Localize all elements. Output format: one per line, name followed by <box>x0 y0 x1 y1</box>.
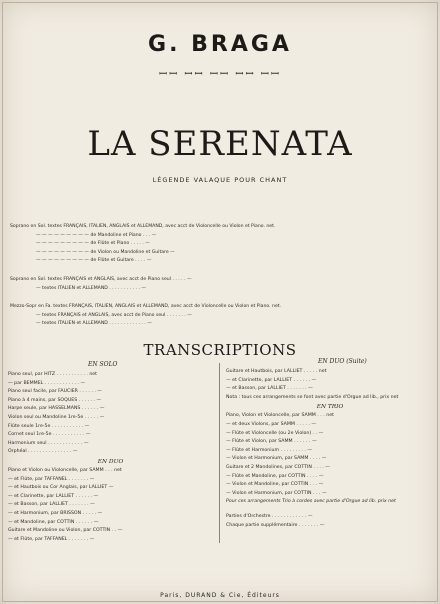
transcription-item: Flûte seule 1re-5e . . . . . . . . . . . — <box>8 423 90 429</box>
transcription-item: Piano seul, par HITZ . . . . . . . . . . . net <box>8 372 98 377</box>
transcription-item: Violon seul ou Mandoline 1re-5e . . . . . — <box>8 414 105 420</box>
transcription-item: Piano, Violon et Violoncelle, par SAMM . . . net <box>226 413 334 419</box>
work-title: LA SERENATA <box>87 124 353 164</box>
transcription-item: — Flûte et Mandoline, par COTTIN . . . . — <box>226 473 324 479</box>
transcription-item: — et Basson, par LALLIET . . . . . . . — <box>8 502 95 508</box>
transcription-item: — Violon et Mandoline, par COTTIN . . . — <box>226 482 324 488</box>
left-column <box>8 371 213 544</box>
transcription-item: Nota : tous ces arrangements se font avec partie d'Orgue ad lib., prix net <box>226 394 399 400</box>
edition-line: — textes ITALIEN et ALLEMAND . . . . . . . . . . . — <box>36 286 146 291</box>
transcription-item: — Flûte et Violoncelle (ou 2e Violon) . . — <box>226 430 324 436</box>
transcription-item: — et Hautbois ou Cor Anglais, par LALLIET — <box>8 485 114 491</box>
edition-line: Mezzo-Sopr en Fa. textes FRANÇAIS, ITALIEN, ANGLAIS et ALLEMAND, avec acct de Violoncelle ou Violon et Piano. net. <box>10 304 282 309</box>
solo-heading: EN SOLO <box>88 361 118 368</box>
publisher-footer: Paris, DURAND & Cie, Éditeurs <box>160 592 280 599</box>
transcription-item: — et Flûte, par TAFFANEL . . . . . . . — <box>8 476 95 482</box>
work-subtitle: LÉGENDE VALAQUE POUR CHANT <box>152 176 288 184</box>
transcription-item: — Flûte et Violon, par SAMM . . . . . . — <box>226 439 317 445</box>
transcriptions-heading: TRANSCRIPTIONS <box>143 341 297 359</box>
transcription-item: Chaque partie supplémentaire . . . . . . . — <box>226 522 325 528</box>
transcription-item: Harpe seule, par HASSELMANS . . . . . . — <box>8 406 105 412</box>
ornament-row: ꟷꟷ ꟷꟷ ꟷꟷ ꟷꟷ ꟷꟷ <box>158 69 282 80</box>
transcription-item: Parties d'Orchestre . . . . . . . . . . . . — <box>226 513 313 519</box>
transcription-item: — par BEMMEL . . . . . . . . . . . . — <box>8 380 86 386</box>
column-divider <box>219 363 220 543</box>
edition-line: — — — — — — — — — de Violon ou Mandoline et Guitare — <box>36 250 175 255</box>
edition-line: — — — — — — — — — de Flûte et Piano . . . . . — <box>36 241 150 246</box>
transcription-item: Guitare et Mandoline ou Violon, par COTTIN . . — <box>8 528 123 534</box>
transcription-item: — et Clarinette, par LALLIET . . . . . . — <box>226 377 317 383</box>
edition-line: Soprano en Sol. textes FRANÇAIS et ANGLAIS, avec acct de Piano seul . . . . . — <box>10 277 192 282</box>
transcription-item: — et Basson, par LALLIET . . . . . . . — <box>226 386 313 392</box>
duo-suite-heading: EN DUO (Suite) <box>318 358 367 365</box>
edition-line: — — — — — — — — — de Mandoline et Piano . . . — <box>36 233 157 238</box>
transcription-item: — Violon et Harmonium, par SAMM . . . . — <box>226 456 327 462</box>
transcription-item: Guitare et 2 Mandolines, par COTTIN . . . . — <box>226 464 330 470</box>
trio-note: Pour ces arrangements Trio à cordes avec partie d'Orgue ad lib. prix net <box>226 499 396 505</box>
transcription-item: Orphéal . . . . . . . . . . . . . . . — <box>8 449 78 455</box>
trio-heading: EN TRIO <box>316 404 344 411</box>
transcription-item: Piano seul facile, par FAUCIER . . . . . . — <box>8 389 102 395</box>
transcription-item: — et Harmonium, par BRISSON . . . . . — <box>8 510 103 516</box>
transcription-item: Cornet seul 1re-5e . . . . . . . . . . . — <box>8 432 91 438</box>
transcription-item: — et Mandoline, par COTTIN . . . . . . — <box>8 519 99 525</box>
transcription-item: Harmonium seul . . . . . . . . . . . . — <box>8 440 89 446</box>
transcription-item: — et deux Violons, par SAMM . . . . . — <box>226 421 317 427</box>
edition-line: Soprano en Sol. textes FRANÇAIS, ITALIEN, ANGLAIS et ALLEMAND, avec acct de Violoncelle ou Violon et Piano. net. <box>10 224 276 229</box>
edition-line: — — — — — — — — — de Flûte et Guitare . . . . — <box>36 258 152 263</box>
transcription-item: — et Flûte, par TAFFANEL . . . . . . . — <box>8 536 95 542</box>
transcription-item: — Flûte et Harmonium . . . . . . . . . — <box>226 447 313 453</box>
transcription-item: Guitare et Hautbois, par LALLIET . . . . . net <box>226 369 327 374</box>
transcription-item: Piano et Violon ou Violoncelle, par SAMM . . . net <box>8 467 122 473</box>
edition-line: — textes FRANÇAIS et ANGLAIS, avec acct de Piano seul . . . . . . . — <box>36 313 192 318</box>
composer-name: G. BRAGA <box>148 32 292 57</box>
transcription-item: — Violon et Harmonium, par COTTIN . . . — <box>226 490 327 496</box>
edition-line: — textes ITALIEN et ALLEMAND . . . . . . . . . . . . . — <box>36 321 152 326</box>
right-column <box>226 368 434 530</box>
duo-heading: EN DUO <box>97 458 124 465</box>
transcription-item: — et Clarinette, par LALLIET . . . . . . — <box>8 493 99 499</box>
transcription-item: Piano à 4 mains, par SOQUES . . . . . . — <box>8 397 102 403</box>
